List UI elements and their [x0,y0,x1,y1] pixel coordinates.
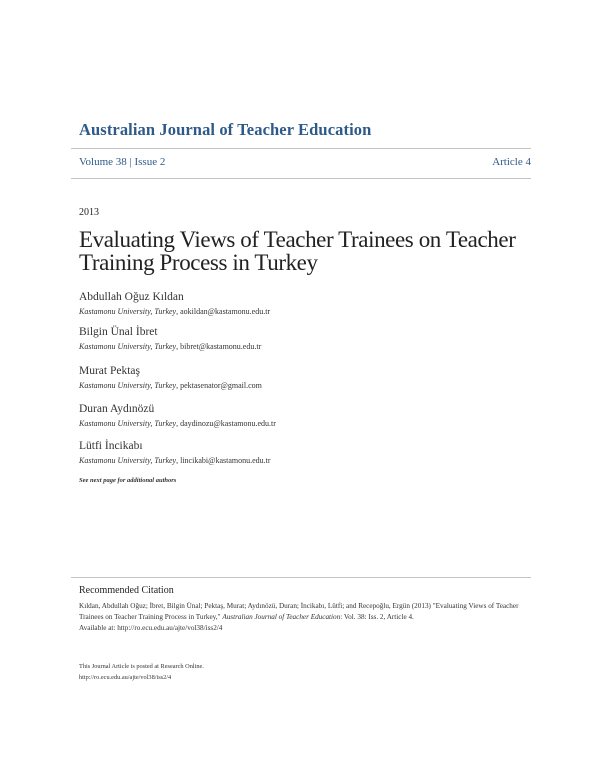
volume-issue-separator: | [126,156,135,168]
author-email: , aokildan@kastamonu.edu.tr [176,307,271,316]
citation-volume-issue: : Vol. 38: Iss. 2, Article 4. [340,613,414,621]
author-name: Bilgin Ünal İbret [79,326,158,338]
author-name: Murat Pektaş [79,365,141,377]
volume-link[interactable]: Volume 38 [79,156,127,168]
header-divider-top [71,148,531,149]
author-affiliation [79,380,262,392]
author-email: , lincikabi@kastamonu.edu.tr [176,456,271,465]
author-institution: Kastamonu University, Turkey [79,342,177,351]
issue-link[interactable]: Issue 2 [134,156,166,168]
author-entry [79,290,270,318]
citation-url-link[interactable]: http://ro.ecu.edu.au/ajte/vol38/iss2/4 [117,624,223,632]
author-institution: Kastamonu University, Turkey [79,419,177,428]
author-entry [79,364,262,392]
author-entry [79,439,271,467]
volume-issue [79,156,165,168]
author-name: Lütfi İncikabı [79,440,143,452]
author-affiliation [79,306,270,318]
author-institution: Kastamonu University, Turkey [79,381,177,390]
author-email: , bibret@kastamonu.edu.tr [176,342,262,351]
citation-authors-title: Kıldan, Abdullah Oğuz; İbret, Bilgin Ünal; Pektaş, Murat; Aydınözü, Duran; İncikabı, Lütfi; and Recepoğlu, Ergün (2013) "Evaluating Views of Teacher Trainees on Teacher Training Process in Turkey," [79,602,519,621]
author-email: , pektasenator@gmail.com [176,381,262,390]
author-email: , daydinozu@kastamonu.edu.tr [176,419,276,428]
journal-title-link[interactable]: Australian Journal of Teacher Education [79,120,372,139]
author-affiliation [79,341,261,353]
publication-year: 2013 [79,207,99,218]
author-name: Abdullah Oğuz Kıldan [79,291,184,303]
posted-note: This Journal Article is posted at Research Online. [79,663,204,670]
author-entry [79,402,276,430]
author-institution: Kastamonu University, Turkey [79,456,177,465]
article-number-link[interactable]: Article 4 [492,156,531,168]
header-divider-bottom [71,178,531,179]
footer-note [79,661,204,683]
author-name: Duran Aydınözü [79,403,155,415]
article-title: Evaluating Views of Teacher Trainees on Teacher Training Process in Turkey [79,227,516,275]
additional-authors-link[interactable]: See next page for additional authors [79,477,177,484]
author-affiliation [79,418,276,430]
author-entry [79,325,261,353]
citation-available-label: Available at: [79,624,118,632]
footer-url-link[interactable]: http://ro.ecu.edu.au/ajte/vol38/iss2/4 [79,674,172,681]
recommended-citation-heading: Recommended Citation [79,585,174,596]
citation-journal: Australian Journal of Teacher Education [222,613,341,621]
author-institution: Kastamonu University, Turkey [79,307,177,316]
author-affiliation [79,455,271,467]
citation-divider [71,577,531,578]
citation-text [79,601,534,634]
